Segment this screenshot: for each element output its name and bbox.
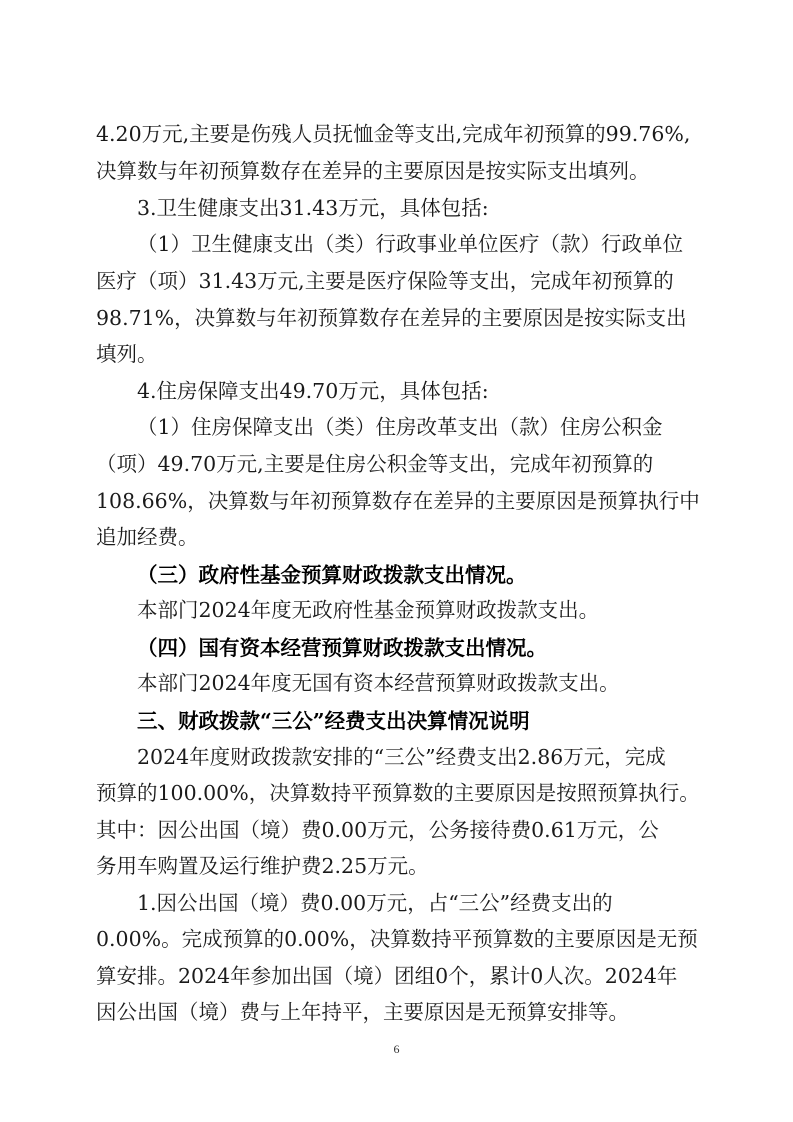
paragraph-line: 预算的100.00%，决算数持平预算数的主要原因是按照预算执行。 <box>96 781 700 805</box>
paragraph-line: 98.71%，决算数与年初预算数存在差异的主要原因是按实际支出 <box>96 306 687 330</box>
paragraph-line: 2024年度财政拨款安排的“三公”经费支出2.86万元，完成 <box>137 745 666 769</box>
paragraph-line: 本部门2024年度无政府性基金预算财政拨款支出。 <box>137 598 600 622</box>
paragraph-line: 1.因公出国（境）费0.00万元，占“三公”经费支出的 <box>137 891 613 915</box>
paragraph-line: 0.00%。完成预算的0.00%，决算数持平预算数的主要原因是无预 <box>96 927 698 951</box>
paragraph-line: 填列。 <box>96 342 158 366</box>
paragraph-line: 因公出国（境）费与上年持平，主要原因是无预算安排等。 <box>96 1000 629 1024</box>
heading-state-capital: （四）国有资本经营预算财政拨款支出情况。 <box>137 636 547 660</box>
paragraph-line: 本部门2024年度无国有资本经营预算财政拨款支出。 <box>137 671 620 695</box>
paragraph-line: 决算数与年初预算数存在差异的主要原因是按实际支出填列。 <box>96 159 650 183</box>
paragraph-line: 108.66%，决算数与年初预算数存在差异的主要原因是预算执行中 <box>96 489 700 513</box>
paragraph-line: 追加经费。 <box>96 525 199 549</box>
paragraph-line: 医疗（项）31.43万元,主要是医疗保险等支出，完成年初预算的 <box>96 269 674 293</box>
section-heading-housing: 4.住房保障支出49.70万元，具体包括: <box>137 379 489 403</box>
paragraph-line: 4.20万元,主要是伤残人员抚恤金等支出,完成年初预算的99.76%, <box>96 122 691 146</box>
heading-government-fund: （三）政府性基金预算财政拨款支出情况。 <box>137 563 527 587</box>
section-heading-health: 3.卫生健康支出31.43万元，具体包括: <box>137 196 489 220</box>
heading-three-public-expenses: 三、财政拨款“三公”经费支出决算情况说明 <box>137 709 530 733</box>
paragraph-line: 算安排。2024年参加出国（境）团组0个，累计0人次。2024年 <box>96 964 678 988</box>
page-number: 6 <box>393 1042 400 1056</box>
paragraph-line: （项）49.70万元,主要是住房公积金等支出，完成年初预算的 <box>96 452 654 476</box>
paragraph-line: （1）住房保障支出（类）住房改革支出（款）住房公积金 <box>137 415 663 439</box>
paragraph-line: 其中：因公出国（境）费0.00万元，公务接待费0.61万元，公 <box>96 818 659 842</box>
paragraph-line: （1）卫生健康支出（类）行政事业单位医疗（款）行政单位 <box>137 232 684 256</box>
paragraph-line: 务用车购置及运行维护费2.25万元。 <box>96 854 429 878</box>
